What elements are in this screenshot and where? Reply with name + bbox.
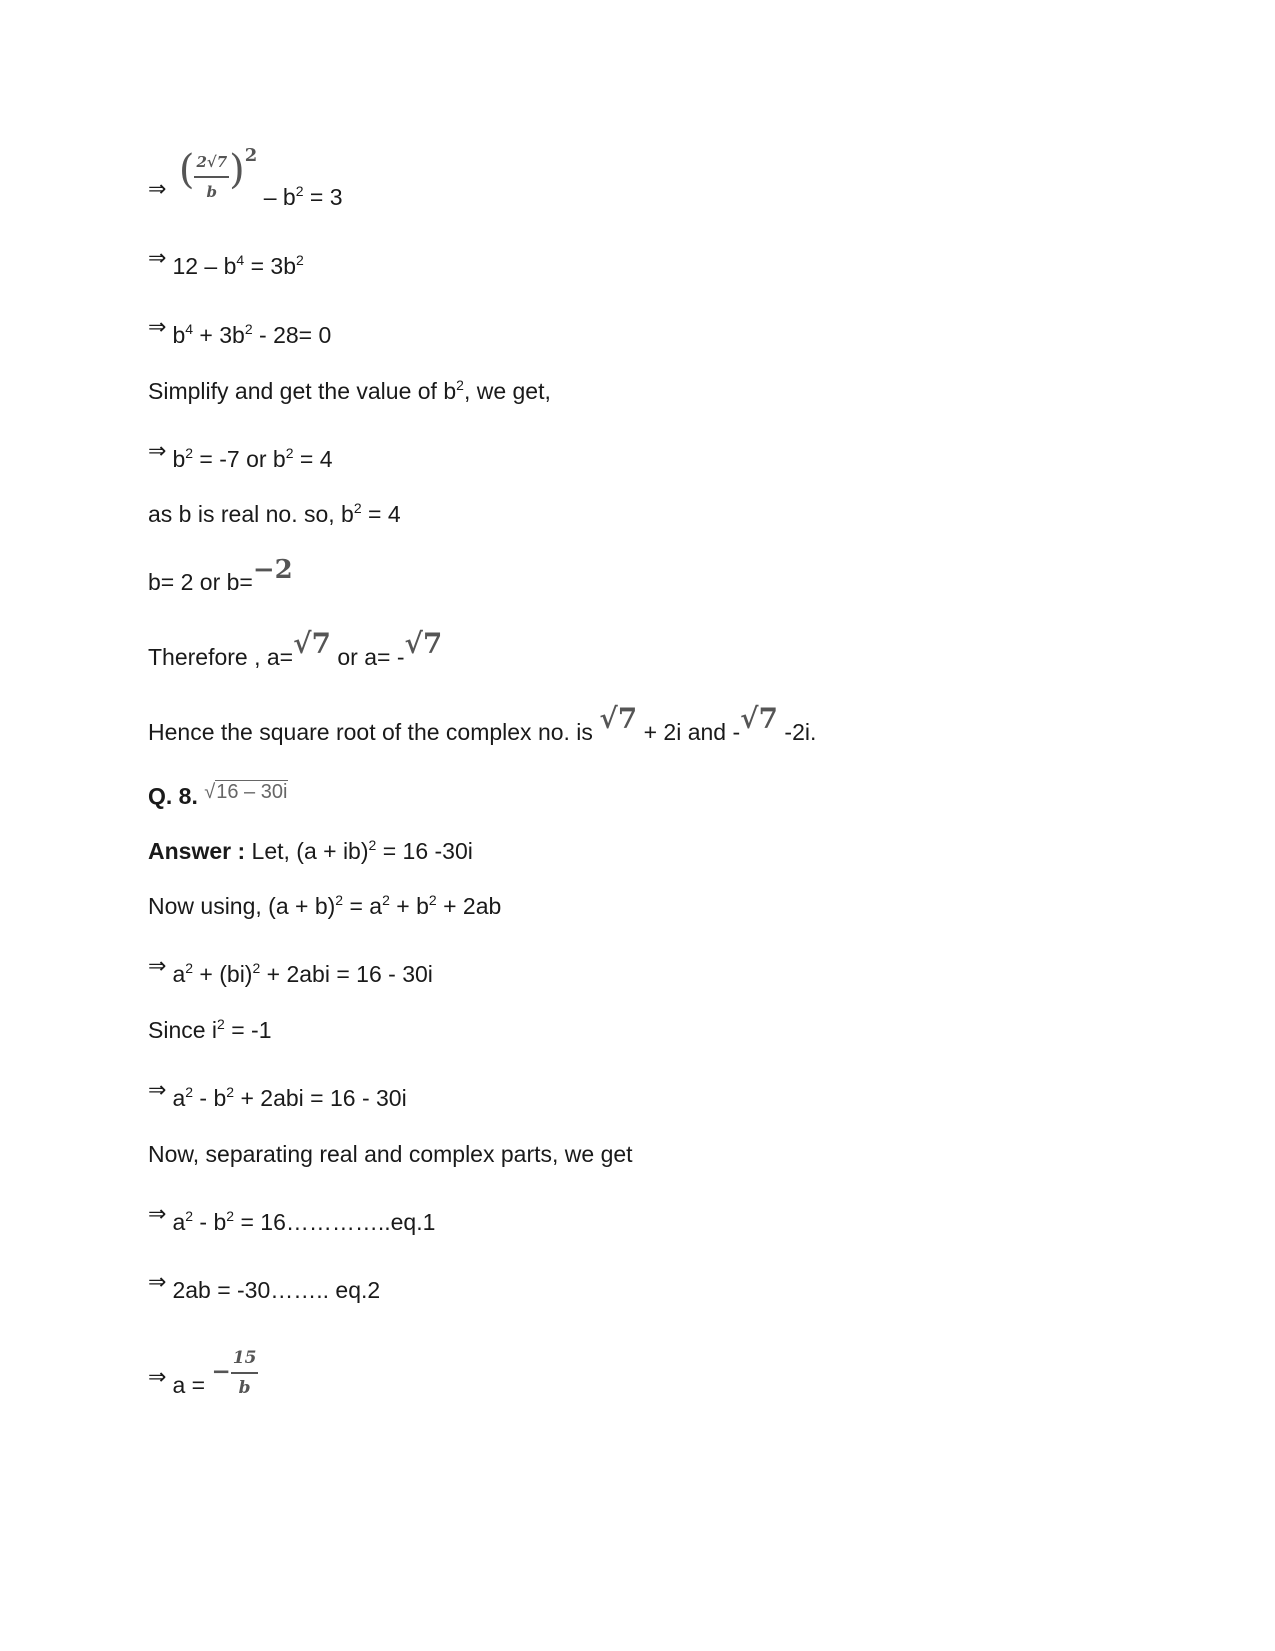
text: Let, (a + ib) <box>245 838 369 864</box>
text: + 3b <box>193 322 245 348</box>
superscript: 2 <box>353 500 362 516</box>
text: - b <box>193 1085 227 1111</box>
superscript: 4 <box>185 321 194 337</box>
answer-line <box>148 837 473 865</box>
equation-line-3 <box>148 314 332 350</box>
fraction-numerator: 2√7 <box>194 148 229 178</box>
paragraph-real-b <box>148 500 401 528</box>
equation-line-13 <box>148 953 433 989</box>
text: a <box>172 961 186 987</box>
superscript: 2 <box>252 960 261 976</box>
equation-line-2 <box>148 245 304 281</box>
superscript: 2 <box>428 892 437 908</box>
implies-arrow-icon: ⇒ <box>148 953 167 978</box>
text: = a <box>343 893 383 919</box>
text: + 2abi = 16 - 30i <box>260 961 433 987</box>
equation-line-18 <box>148 1269 381 1305</box>
fraction-numerator: 15 <box>231 1344 259 1374</box>
fraction-denominator: b <box>206 183 218 201</box>
text: = 16…………..eq.1 <box>234 1209 436 1235</box>
text: a <box>172 1085 186 1111</box>
text: b <box>172 446 186 472</box>
text: = 16 -30i <box>376 838 473 864</box>
answer-label: Answer : <box>148 838 246 864</box>
question-label: Q. 8. <box>148 783 198 809</box>
sqrt-seven-image: √7 <box>293 627 331 660</box>
text: + 2i and - <box>637 719 741 745</box>
text: -2i. <box>778 719 817 745</box>
superscript: 2 <box>285 445 294 461</box>
superscript: 2 <box>368 837 377 853</box>
implies-arrow-icon: ⇒ <box>148 438 167 463</box>
fraction-denominator: b <box>238 1378 251 1398</box>
superscript: 2 <box>295 183 304 199</box>
equation-line-17 <box>148 1201 436 1237</box>
text: or a= - <box>331 644 405 670</box>
equation-line-15 <box>148 1077 407 1113</box>
superscript: 2 <box>382 892 390 908</box>
text: b= 2 or b= <box>148 569 253 595</box>
text: + 2abi = 16 - 30i <box>234 1085 407 1111</box>
text: = 3 <box>303 184 343 210</box>
superscript: 2 <box>295 252 304 268</box>
text: - b <box>193 1209 227 1235</box>
text: – b <box>263 184 296 210</box>
superscript: 2 <box>226 1084 235 1100</box>
radicand: 16 – 30i <box>216 781 288 803</box>
implies-arrow-icon: ⇒ <box>148 1269 167 1294</box>
implies-arrow-icon: ⇒ <box>148 245 167 270</box>
sqrt-expression-image: √16 – 30i <box>204 781 288 803</box>
text: a <box>172 1209 186 1235</box>
paragraph-simplify <box>148 377 551 405</box>
equation-line-19 <box>148 1348 258 1416</box>
text: Hence the square root of the complex no. is <box>148 719 600 745</box>
implies-arrow-icon: ⇒ <box>148 1364 167 1389</box>
text: = -7 or b <box>193 446 286 472</box>
text: = 4 <box>293 446 333 472</box>
superscript: 2 <box>185 1084 194 1100</box>
paragraph-identity <box>148 892 501 920</box>
paren-exponent: 2 <box>244 145 258 166</box>
superscript: 4 <box>236 252 245 268</box>
implies-arrow-icon: ⇒ <box>148 1201 167 1226</box>
paragraph-since <box>148 1016 272 1044</box>
sqrt-seven-image: √7 <box>404 627 443 660</box>
paragraph-b-values <box>148 555 293 596</box>
text: Now, separating real and complex parts, we get <box>148 1141 633 1167</box>
superscript: 2 <box>185 1208 194 1224</box>
negative-fraction-image <box>211 1348 258 1398</box>
implies-arrow-icon: ⇒ <box>148 176 167 201</box>
superscript: 2 <box>244 321 253 337</box>
implies-arrow-icon: ⇒ <box>148 1077 167 1102</box>
text: - 28= 0 <box>252 322 332 348</box>
text: + (bi) <box>193 961 253 987</box>
paragraph-a-values <box>148 627 443 671</box>
superscript: 2 <box>456 377 464 393</box>
minus-sign: − <box>211 1358 231 1385</box>
superscript: 2 <box>217 1016 225 1032</box>
minus-two-image: −2 <box>252 555 293 585</box>
superscript: 2 <box>335 892 344 908</box>
implies-arrow-icon: ⇒ <box>148 314 167 339</box>
equation-line-1 <box>148 145 343 228</box>
sqrt-seven-image: √7 <box>740 702 779 735</box>
text: 2ab = -30…….. eq.2 <box>172 1277 381 1303</box>
text: Now using, (a + b) <box>148 893 336 919</box>
equation-line-5 <box>148 438 333 474</box>
text: = -1 <box>224 1017 272 1043</box>
text: + b <box>389 893 429 919</box>
text: = 4 <box>361 501 401 527</box>
fraction-squared-image: ( $\frac{2√7}{b}$ )$^2$ <box>179 148 257 206</box>
superscript: 2 <box>226 1208 235 1224</box>
sqrt-seven-image: √7 <box>599 702 638 735</box>
text: = 3b <box>244 253 296 279</box>
paragraph-separating <box>148 1140 633 1168</box>
paragraph-square-root-result <box>148 702 817 746</box>
text: Therefore , a= <box>148 644 294 670</box>
superscript: 2 <box>185 445 194 461</box>
text: + 2ab <box>436 893 502 919</box>
text: 12 – b <box>172 253 237 279</box>
text: a = <box>172 1372 212 1398</box>
text: Simplify and get the value of b <box>148 378 457 404</box>
text: Since i <box>148 1017 218 1043</box>
text: b <box>172 322 186 348</box>
question-8-heading <box>148 782 288 812</box>
superscript: 2 <box>185 960 194 976</box>
text: as b is real no. so, b <box>148 501 354 527</box>
text: , we get, <box>463 378 551 404</box>
